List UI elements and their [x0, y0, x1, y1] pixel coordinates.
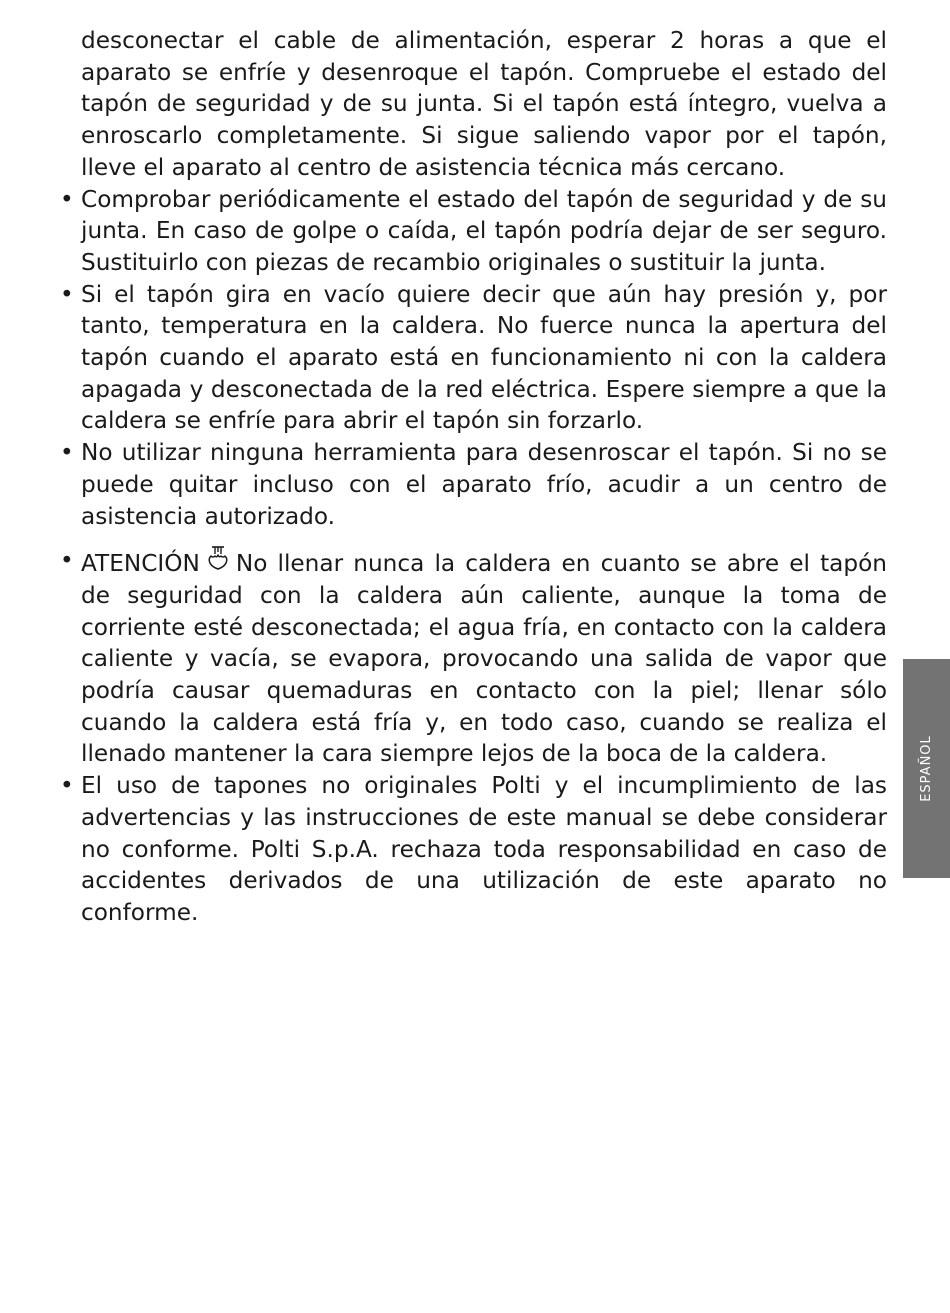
bullet-mark: •: [60, 280, 74, 308]
bullet-text: Si el tapón gira en vacío quiere decir que aún hay presión y, por tanto, temperatura en la caldera. No fuerce nunca la apertura del tapón cuando el aparato está en funcionamiento ni con la caldera apagada y desconectada de la red eléctrica. Espere siempre a que la caldera se enfríe para abrir el tapón sin forzarlo.: [81, 280, 887, 435]
continuation-paragraph: desconectar el cable de alimentación, esperar 2 horas a que el aparato se enfríe y desenroque el tapón. Compruebe el estado del tapón de seguridad y de su junta. Si el tapón está íntegro, vuelva a enroscarlo completamente. Si sigue saliendo vapor por el tapón, lleve el aparato al centro de asistencia técnica más cercano.: [81, 27, 887, 181]
bullet-mark: •: [60, 547, 74, 575]
bullet-mark: •: [60, 439, 74, 467]
bullet-text: Comprobar periódicamente el estado del tapón de seguridad y de su junta. En caso de golpe o caída, el tapón podría dejar de ser seguro. Sustituirlo con piezas de recambio originales o sustituir la junta.: [81, 185, 887, 276]
language-tab-label: ESPAÑOL: [919, 735, 935, 802]
bullet-item-check-cap: [60, 184, 887, 279]
manual-page-content: [60, 25, 887, 929]
bullet-text: No utilizar ninguna herramienta para desenroscar el tapón. Si no se puede quitar incluso con el aparato frío, acudir a un centro de asistencia autorizado.: [81, 439, 887, 530]
bullet-item-no-tools: [60, 437, 887, 532]
bullet-item-non-original-caps: [60, 770, 887, 929]
bullet-mark: •: [60, 185, 74, 213]
bullet-item-cap-spins: [60, 279, 887, 438]
warning-label: ATENCIÓN: [81, 550, 200, 578]
hot-surface-warning-icon: [206, 545, 230, 573]
language-side-tab: [903, 659, 950, 878]
bullet-mark: •: [60, 772, 74, 800]
bullet-text: El uso de tapones no originales Polti y el incumplimiento de las advertencias y las instrucciones de este manual se debe considerar no conforme. Polti S.p.A. rechaza toda responsabilidad en caso de accidentes derivados de una utilización de este aparato no conforme.: [81, 772, 887, 926]
bullet-item-warning: [60, 545, 887, 770]
warning-text: No llenar nunca la caldera en cuanto se abre el tapón de seguridad con la caldera aún caliente, aunque la toma de corriente esté desconectada; el agua fría, en contacto con la caldera caliente y vacía, se evapora, provocando una salida de vapor que podría causar quemaduras en contacto con la piel; llenar sólo cuando la caldera está fría y, en todo caso, cuando se realiza el llenado mantener la cara siempre lejos de la boca de la caldera.: [81, 550, 887, 768]
